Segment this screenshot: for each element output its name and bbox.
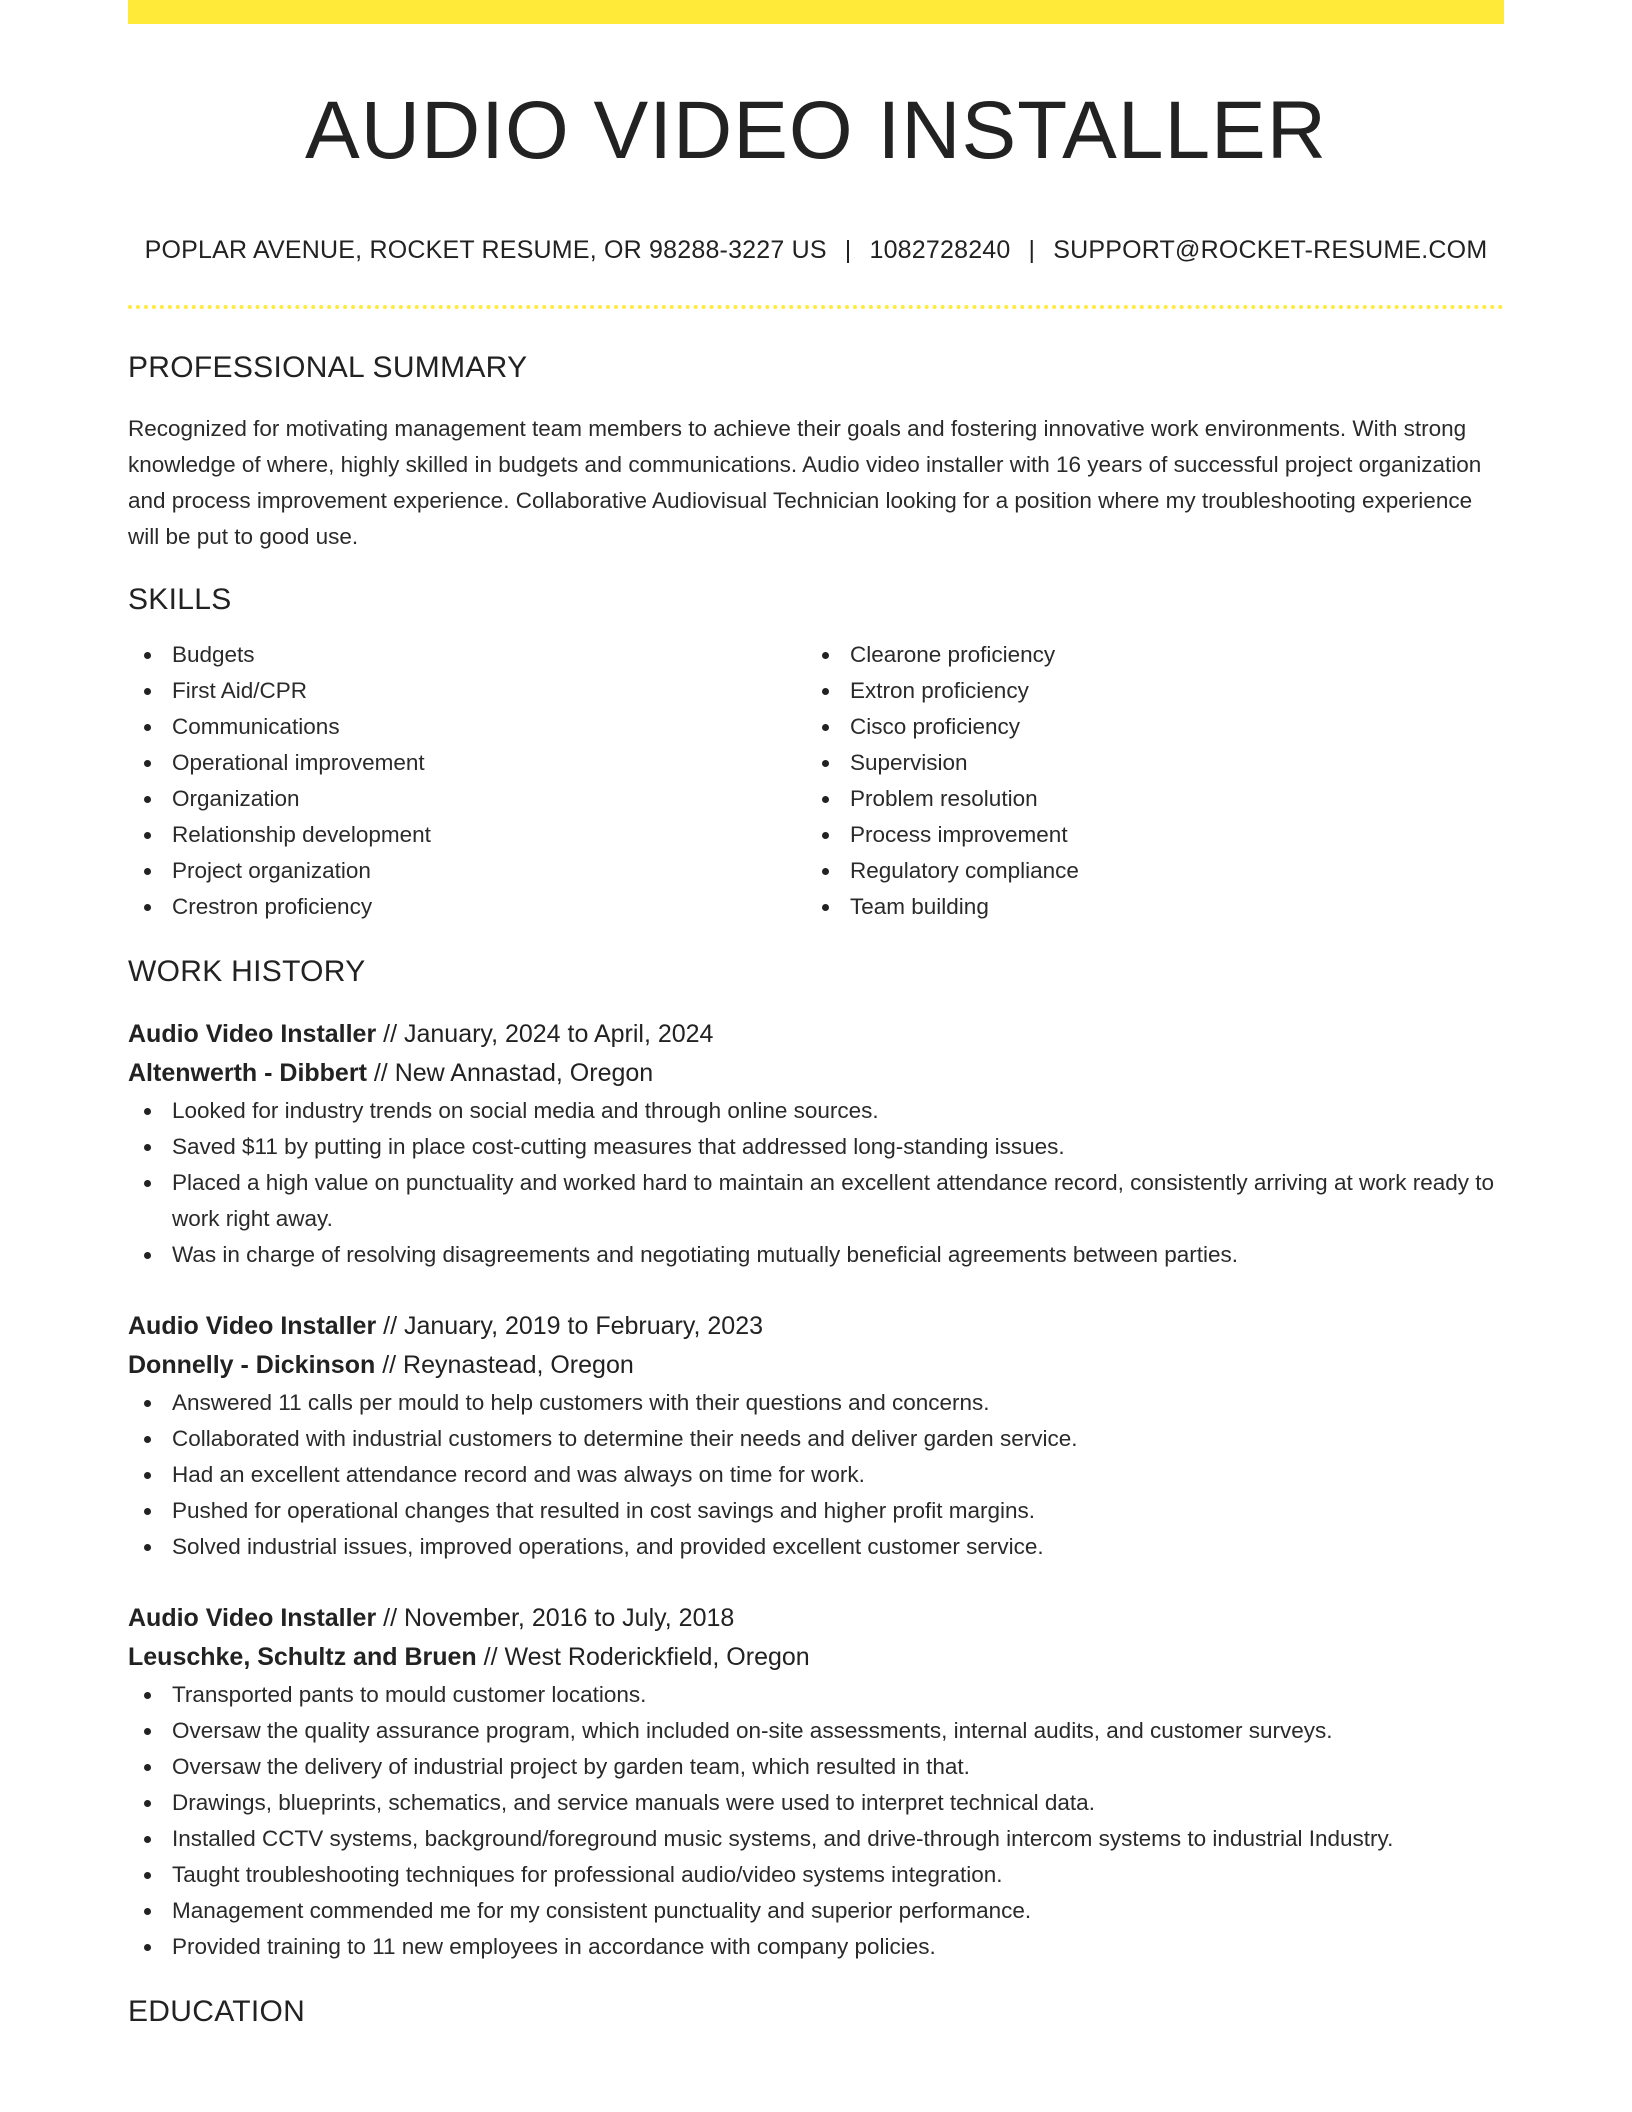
job-title-line (128, 1307, 1504, 1346)
job-bullet: Collaborated with industrial customers to determine their needs and deliver garden service. (128, 1421, 1504, 1457)
job-bullet: Was in charge of resolving disagreements and negotiating mutually beneficial agreements between parties. (128, 1237, 1504, 1273)
skill-item: Organization (128, 781, 806, 817)
job-company-line (128, 1054, 1504, 1093)
skill-item: Problem resolution (806, 781, 1484, 817)
skill-item: Crestron proficiency (128, 889, 806, 925)
skill-item: Team building (806, 889, 1484, 925)
job-dates: // January, 2024 to April, 2024 (376, 1020, 714, 1049)
contact-phone: 1082728240 (869, 236, 1011, 265)
dotted-divider (128, 305, 1504, 309)
skill-item: Operational improvement (128, 745, 806, 781)
job-role: Audio Video Installer (128, 1020, 377, 1049)
job-dates: // January, 2019 to February, 2023 (376, 1312, 764, 1341)
job-bullet: Oversaw the quality assurance program, which included on-site assessments, internal audits, and customer surveys. (128, 1713, 1504, 1749)
job-bullet: Looked for industry trends on social media and through online sources. (128, 1093, 1504, 1129)
job-location: // New Annastad, Oregon (366, 1059, 654, 1088)
job-bullet: Pushed for operational changes that resulted in cost savings and higher profit margins. (128, 1493, 1504, 1529)
job-company-line (128, 1346, 1504, 1385)
skill-item: Project organization (128, 853, 806, 889)
summary-text: Recognized for motivating management team members to achieve their goals and fostering innovative work environments. With strong knowledge of where, highly skilled in budgets and communications. Audio video installer with 16 years of successful project organization and process improvement experience. Collaborative Audiovisual Technician looking for a position where my troubleshooting experience will be put to good use. (128, 416, 1482, 550)
contact-line (128, 236, 1504, 265)
job-bullet: Had an excellent attendance record and was always on time for work. (128, 1457, 1504, 1493)
resume-page (128, 0, 1504, 2029)
skill-item: Clearone proficiency (806, 637, 1484, 673)
job-title-line (128, 1015, 1504, 1054)
job-entry (128, 1307, 1504, 1565)
job-bullet: Transported pants to mould customer locations. (128, 1677, 1504, 1713)
job-bullet: Answered 11 calls per mould to help customers with their questions and concerns. (128, 1385, 1504, 1421)
job-bullet: Saved $11 by putting in place cost-cutting measures that addressed long-standing issues. (128, 1129, 1504, 1165)
job-bullet: Drawings, blueprints, schematics, and service manuals were used to interpret technical data. (128, 1785, 1504, 1821)
accent-top-bar (128, 0, 1504, 24)
job-company: Altenwerth - Dibbert (128, 1059, 367, 1088)
job-entry (128, 1599, 1504, 1965)
skill-item: First Aid/CPR (128, 673, 806, 709)
skills-list (128, 637, 1504, 925)
skills-heading: SKILLS (128, 583, 232, 617)
job-role: Audio Video Installer (128, 1604, 377, 1633)
job-bullet: Management commended me for my consistent punctuality and superior performance. (128, 1893, 1504, 1929)
skill-item: Regulatory compliance (806, 853, 1484, 889)
skill-item: Process improvement (806, 817, 1484, 853)
skill-item: Extron proficiency (806, 673, 1484, 709)
contact-address: POPLAR AVENUE, ROCKET RESUME, OR 98288-3227 US (144, 236, 827, 265)
job-location: // West Roderickfield, Oregon (476, 1643, 810, 1672)
skills-column-right (806, 637, 1484, 925)
job-role: Audio Video Installer (128, 1312, 377, 1341)
skill-item: Cisco proficiency (806, 709, 1484, 745)
job-company: Leuschke, Schultz and Bruen (128, 1643, 477, 1672)
skill-item: Budgets (128, 637, 806, 673)
summary-heading: PROFESSIONAL SUMMARY (128, 351, 528, 385)
education-heading: EDUCATION (128, 1995, 306, 2029)
job-bullet: Provided training to 11 new employees in accordance with company policies. (128, 1929, 1504, 1965)
job-company: Donnelly - Dickinson (128, 1351, 376, 1380)
job-bullets (128, 1093, 1504, 1273)
job-bullet: Solved industrial issues, improved operations, and provided excellent customer service. (128, 1529, 1504, 1565)
job-company-line (128, 1638, 1504, 1677)
job-entry (128, 1015, 1504, 1273)
work-history-heading: WORK HISTORY (128, 955, 366, 989)
job-bullets (128, 1385, 1504, 1565)
job-location: // Reynastead, Oregon (375, 1351, 634, 1380)
job-title-line (128, 1599, 1504, 1638)
job-bullet: Installed CCTV systems, background/foreground music systems, and drive-through intercom systems to industrial Industry. (128, 1821, 1504, 1857)
skill-item: Supervision (806, 745, 1484, 781)
skills-column-left (128, 637, 806, 925)
job-bullet: Placed a high value on punctuality and worked hard to maintain an excellent attendance record, consistently arriving at work ready to work right away. (128, 1165, 1504, 1237)
job-bullets (128, 1677, 1504, 1965)
skill-item: Communications (128, 709, 806, 745)
contact-email: SUPPORT@ROCKET-RESUME.COM (1053, 236, 1488, 265)
job-dates: // November, 2016 to July, 2018 (376, 1604, 735, 1633)
contact-separator: | (844, 236, 852, 265)
job-bullet: Oversaw the delivery of industrial project by garden team, which resulted in that. (128, 1749, 1504, 1785)
contact-separator: | (1028, 236, 1036, 265)
skill-item: Relationship development (128, 817, 806, 853)
job-bullet: Taught troubleshooting techniques for professional audio/video systems integration. (128, 1857, 1504, 1893)
resume-title: AUDIO VIDEO INSTALLER (305, 85, 1327, 176)
